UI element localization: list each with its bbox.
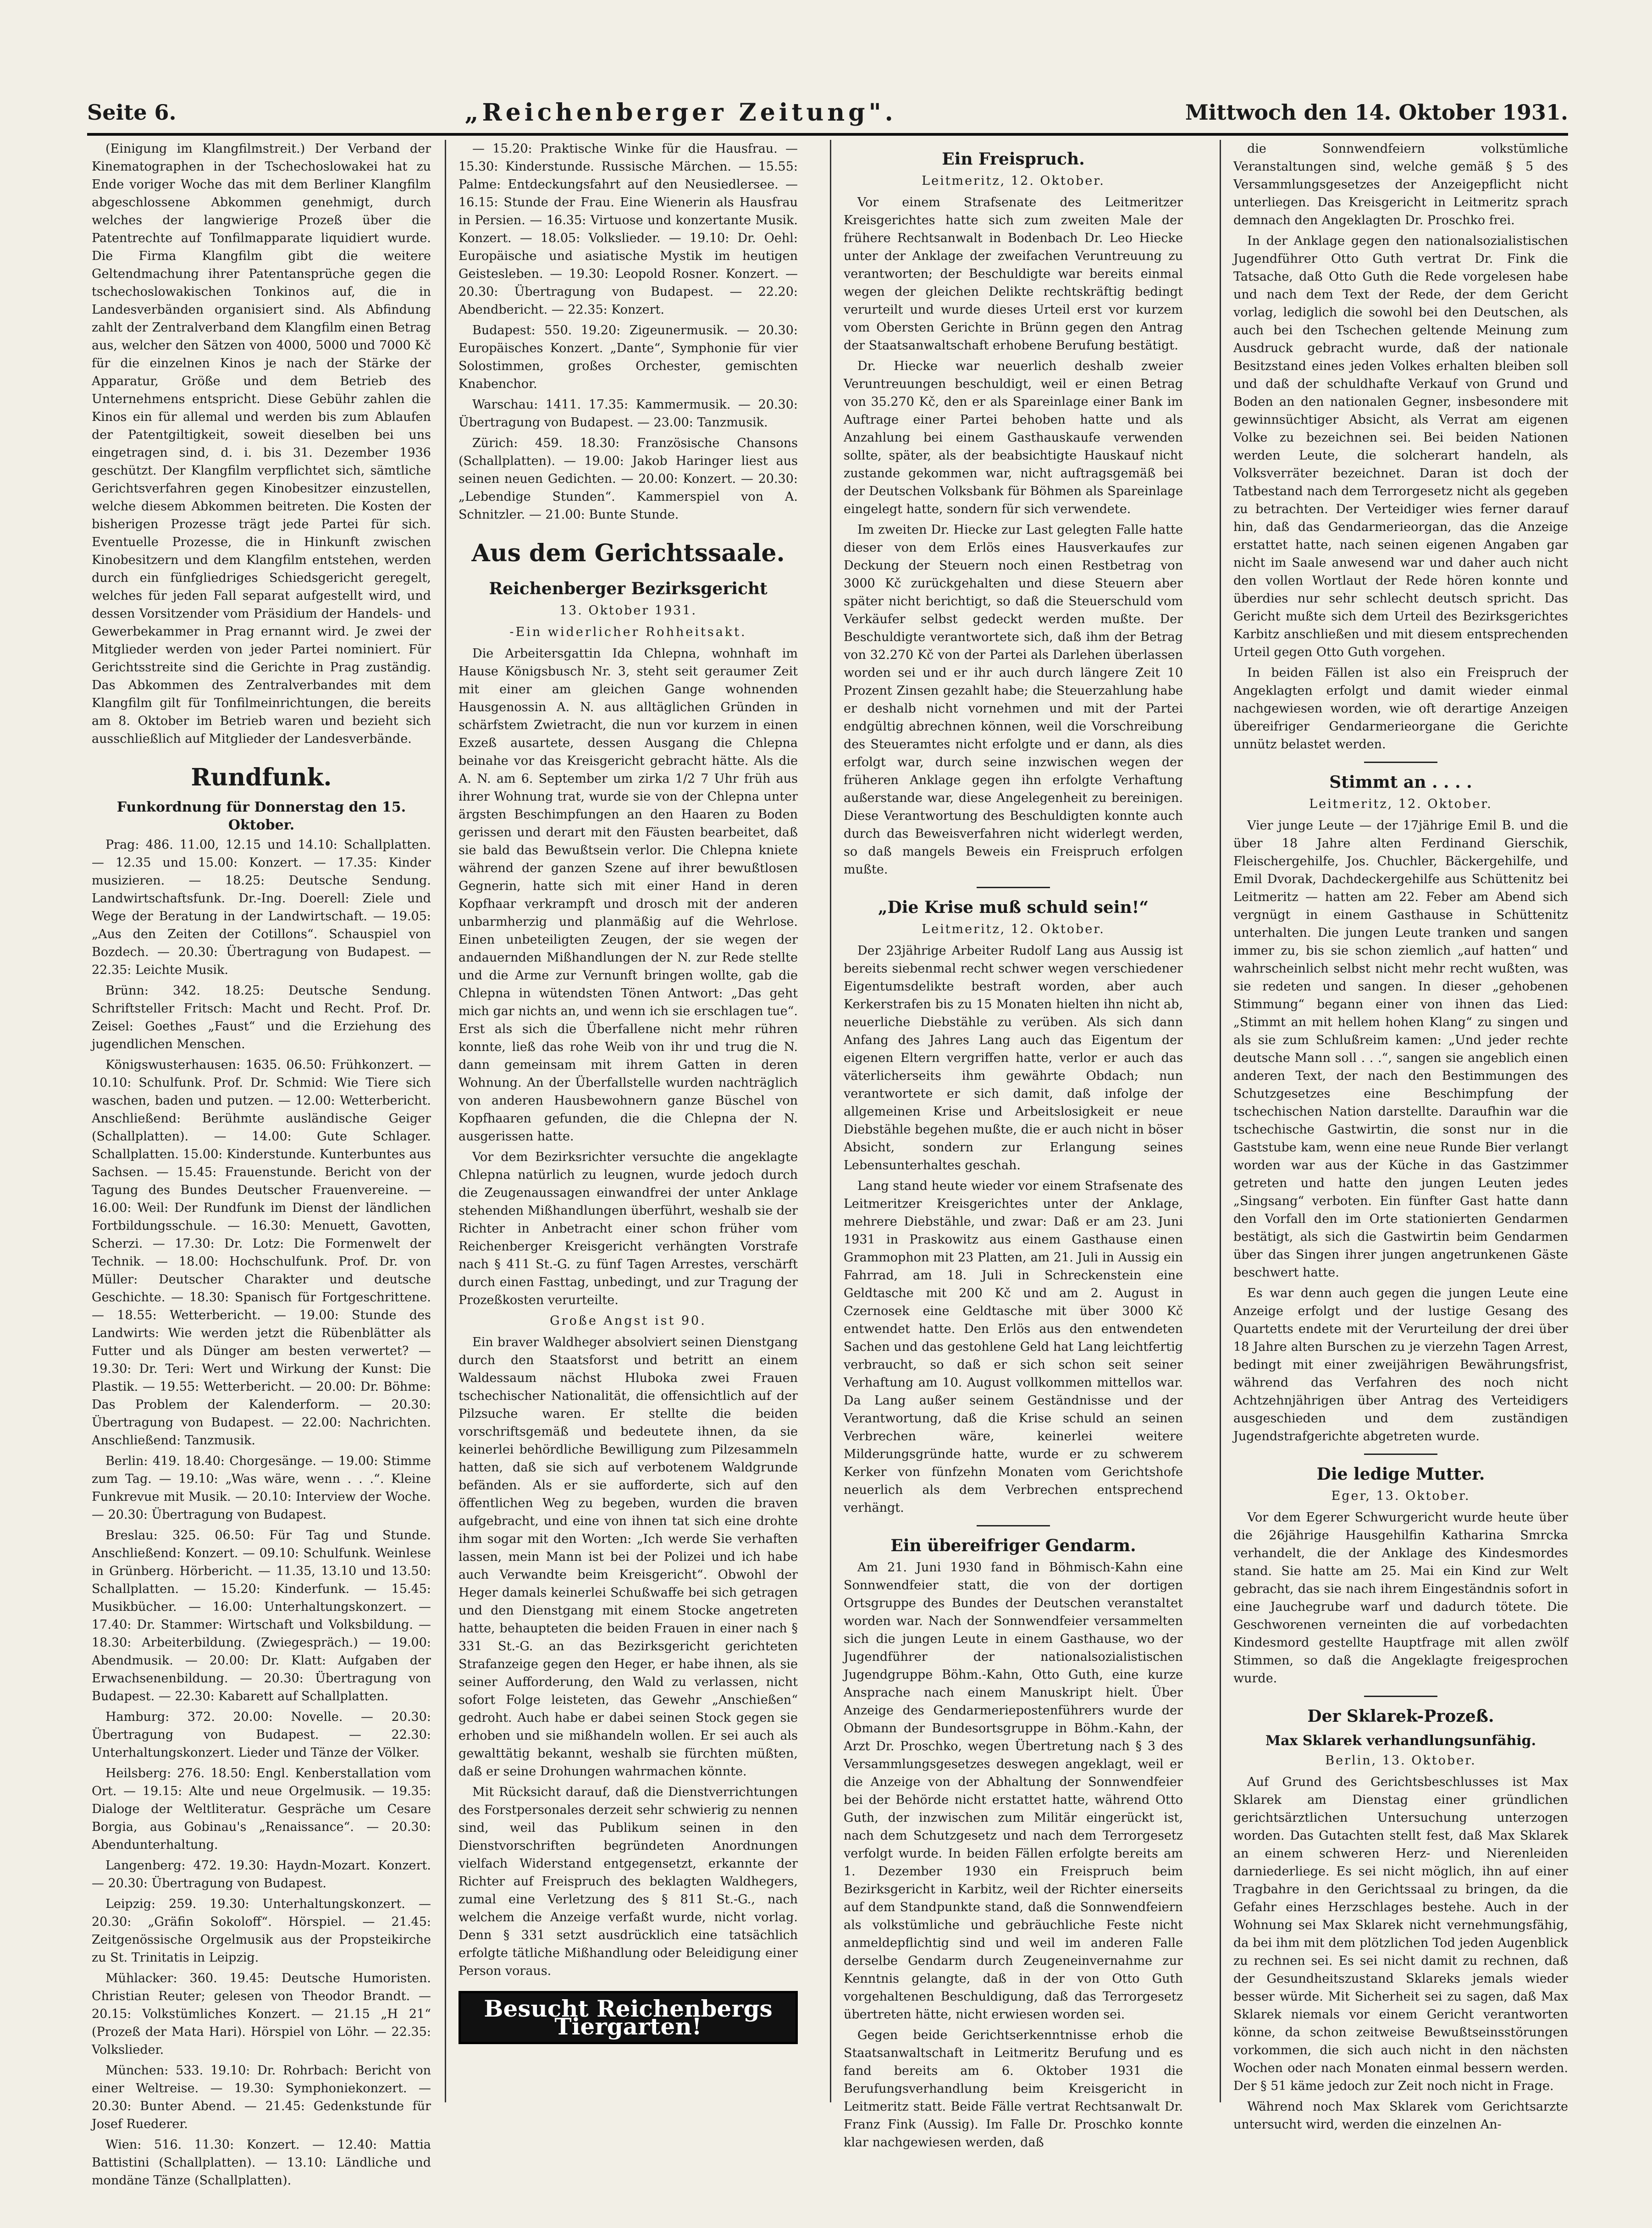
article-klangfilm: (Einigung im Klangfilmstreit.) Der Verband der Kinematographen in der Tschechoslowakei hat zu Ende voriger Woche das mit dem Berliner Klangfilm abgeschlossene Abkommen genehmigt, durch welches der langwierige Prozeß über die Patentrechte auf Tonfilmapparate liquidiert wurde. Die Firma Klangfilm gibt die weitere Geltendmachung ihrer Patentansprüche gegen die tschechoslowakischen Tonkinos auf, die in Landesverbänden organisiert sind. Als Abfindung zahlt der Zentralverband dem Klangfilm einen Betrag aus, welcher den Sätzen von 4000, 5000 und 7000 Kč für die einzelnen Kinos je nach der Stärke der Apparatur, Größe und dem Betrieb des Unternehmens entspricht. Diese Gebühr zahlen die Kinos ein für allemal und werden bis zum Ablaufen der Patentgiltigkeit, soweit dieselben bei uns eingetragen sind, d. i. bis 31. Dezember 1936 geschützt. Der Klangfilm verpflichtet sich, sämtliche Gerichtsverfahren gegen Kinobesitzer einzustellen, welche diesem Abkommen beitreten. Die Kosten der bisherigen Prozesse trägt jede Partei für sich. Eventuelle Prozesse, die in Hinkunft zwischen Kinobesitzern und dem Klangfilm entstehen, werden durch ein fünfgliedriges Schiedsgericht geregelt, welches für jeden Fall separat aufgestellt wird, und dessen Vorsitzender vom Präsidium der Handels- und Gewerbekammer in Prag ernannt wird. Je zwei der Mitglieder werden von jeder Partei nominiert. Für Gerichtsstreite sind die Gerichte in Prag zuständig. Das Abkommen des Zentralverbandes mit dem Klangfilm gilt für Tonfilmeinrichtungen, die bereits am 8. Oktober im Betrieb waren und bezieht sich ausschließlich auf Mitglieder der Landesverbände. xyxy=(92,142,431,746)
station-heilsberg: Heilsberg: 276. 18.50: Engl. Kenberstallation vom Ort. — 19.15: Alte und neue Orgelmusik. — 19.35: Dialoge der Weltliteratur. Gespräche um Cesare Borgia, aus Gobinau's „Renaissance“. — 20.30: Abendunterhaltung. xyxy=(92,1766,431,1852)
column-divider xyxy=(830,140,831,2102)
article-paragraph: Vier junge Leute — der 17jährige Emil B. und die über 18 Jahre alten Ferdinand Gierschik, Fleischergehilfe, Jos. Chuchler, Bäckergehilfe, und Emil Dvorak, Dachdeckergehilfe aus Schüttenitz bei Leitmeritz — hatten am 22. Feber am Abend sich vergnügt in einem Gasthause in Schüttenitz unterhalten. Die jungen Leute tranken und sangen immer zu, bis sie schon ziemlich „auf hatten“ und wahrscheinlich selbst nicht mehr recht wußten, was sie redeten und sangen. In dieser „gehobenen Stimmung“ begann einer von ihnen das Lied: „Stimmt an mit hellem hohen Klang“ zu singen und als sie zum Schlußreim kamen: „Und jeder rechte deutsche Mann soll . . .“, sangen sie angeblich einen anderen Text, der nach den Bestimmungen des Schutzgesetzes eine Beschimpfung der tschechischen Nation darstellte. Daraufhin war die tschechische Gastwirtin, die sonst nur in die Gaststube kam, wenn eine neue Runde Bier verlangt worden war aus der Küche in das Gastzimmer getreten und hatte den jungen Leuten jedes „Singsang“ verboten. Ein fünfter Gast hatte dann den Vorfall den im Orte stationierten Gendarmen bestätigt, als sich die Gastwirtin beim Gendarmen über das Singen ihrer jungen angetrunkenen Gäste beschwert hatte. xyxy=(1233,818,1568,1280)
article-paragraph: Dr. Hiecke war neuerlich deshalb zweier Veruntreuungen beschuldigt, weil er einen Betrag von 35.270 Kč, den er als Spareinlage einer Bank im Auftrage einer Partei behoben hatte und als Anzahlung bei einem Gasthauskaufe verwenden sollte, später, als der beabsichtigte Hauskauf nicht zustande gekommen war, nicht auftragsgemäß bei der Deutschen Volksbank für Böhmen als Spareinlage eingelegt hatte, sondern für sich verwendete. xyxy=(844,359,1183,516)
column-2 xyxy=(459,140,798,2102)
station-zuerich: Zürich: 459. 18.30: Französische Chansons (Schallplatten). — 19.00: Jakob Haringer liest aus seinen neuen Gedichten. — 20.00: Konzert. — 20.30: „Lebendige Stunden“. Kammerspiel von A. Schnitzler. — 21.00: Bunte Stunde. xyxy=(459,436,798,522)
article-paragraph: Vor einem Strafsenate des Leitmeritzer Kreisgerichtes hatte sich zum zweiten Male der frühere Rechtsanwalt in Bodenbach Dr. Leo Hiecke unter der Anklage der zweifachen Veruntreuung zu verantworten; der Beschuldigte war bereits einmal wegen der gleichen Delikte rechtskräftig bedingt verurteilt und wurde dieses Urteil erst vor kurzem vom Obersten Gerichte in Brünn gegen den Antrag der Staatsanwaltschaft erhobene Berufung bestätigt. xyxy=(844,195,1183,353)
station-bruenn: Brünn: 342. 18.25: Deutsche Sendung. Schriftsteller Fritsch: Macht und Recht. Prof. Dr. Zeisel: Goethes „Faust“ und die Erziehung des jugendlichen Menschen. xyxy=(92,984,431,1051)
article-paragraph: In der Anklage gegen den nationalsozialistischen Jugendführer Otto Guth vertrat Dr. Fink die Tatsache, daß Otto Guth die Rede vorgelesen habe und nach dem Text der Rede, der dem Gericht vorlag, lediglich die sowohl bei den Deutschen, als auch bei den Tschechen geltende Meinung zum Ausdruck gebracht wurde, daß der nationale Besitzstand eines jeden Volkes erhalten bleiben soll und daß der schuldhafte Verkauf von Grund und Boden an den nationalen Gegner, insbesondere mit gewinnsüchtiger Absicht, als Verrat am eigenen Volke zu bezeichnen sei. Bei beiden Nationen werden Leute, die solcherart handeln, als Volksverräter bezeichnet. Daran ist doch der Tatbestand nach dem Terrorgesetz nicht als gegeben zu betrachten. Der Verteidiger wies ferner darauf hin, daß das Gendarmerieorgan, das die Anzeige erstattet hatte, nach seinen eigenen Angaben gar nicht im Saale anwesend war und daher auch nicht den vollen Wortlaut der Rede hören konnte und überdies nur sehr schlecht deutsch spricht. Das Gericht mußte sich dem Urteil des Bezirksgerichtes Karbitz anschließen und mit diesem entsprechenden Urteil gegen Otto Guth vorgehen. xyxy=(1233,234,1568,659)
court-heading: Reichenberger Bezirksgericht xyxy=(489,579,768,598)
article-title: Große Angst ist 90. xyxy=(550,1314,707,1328)
article-heading: Die ledige Mutter. xyxy=(1316,1465,1485,1484)
page-header xyxy=(87,96,1568,128)
newspaper-title: „Reichenberger Zeitung". xyxy=(464,98,897,127)
article-paragraph: Vor dem Egerer Schwurgericht wurde heute über die 26jährige Hausgehilfin Katharina Smrcka verhandelt, die der Anklage des Kindesmordes stand. Sie hatte am 25. Mai ein Kind zur Welt gebracht, das sie nach ihrem Eingeständnis sofort in eine Jauchegrube warf und dadurch tötete. Die Geschworenen verneinten die auf vorbedachten Kindesmord gestellte Hauptfrage mit allen zwölf Stimmen, so daß die Angeklagte freigesprochen wurde. xyxy=(1233,1510,1568,1686)
program-subheading: Funkordnung für Donnerstag den 15. Oktober. xyxy=(116,799,406,833)
divider xyxy=(1364,1454,1437,1455)
article-heading: Der Sklarek-Prozeß. xyxy=(1307,1707,1494,1726)
article-heading: Ein Freispruch. xyxy=(942,149,1085,169)
station-berlin: Berlin: 419. 18.40: Chorgesänge. — 19.00: Stimme zum Tag. — 19.10: „Was wäre, wenn . . .“. Kleine Funkrevue mit Musik. — 20.10: Interview der Woche. — 20.30: Übertragung von Budapest. xyxy=(92,1454,431,1522)
station-koenigswusterhausen: Königswusterhausen: 1635. 06.50: Frühkonzert. — 10.10: Schulfunk. Prof. Dr. Schmid: Wie Tiere sich waschen, baden und putzen. — 12.00: Wetterbericht. Anschließend: Berühmte ausländische Geiger (Schallplatten). — 14.00: Gute Schlager. Schallplatten. 15.00: Kinderstunde. Kunterbuntes aus Sachsen. — 15.45: Frauenstunde. Bericht von der Tagung des Bundes Deutscher Frauenvereine. — 16.00: Weil: Der Rundfunk im Dienst der ländlichen Fortbildungsschule. — 16.30: Menuett, Gavotten, Scherzi. — 17.30: Dr. Lotz: Die Formenwelt der Technik. — 18.00: Hochschulfunk. Prof. Dr. von Müller: Deutscher Charakter und deutsche Geschichte. — 18.30: Spanisch für Fortgeschrittene. — 18.55: Wetterbericht. — 19.00: Stunde des Landwirts: Wie werden jetzt die Rübenblätter als Futter und als Dünger am besten verwertet? — 19.30: Dr. Teri: Wert und Wirkung der Kunst: Die Plastik. — 19.55: Wetterbericht. — 20.00: Dr. Böhme: Das Problem der Kalenderform. — 20.30: Übertragung von Budapest. — 22.00: Nachrichten. Anschließend: Tanzmusik. xyxy=(92,1058,431,1448)
dateline: 13. Oktober 1931. xyxy=(559,603,697,618)
station-langenberg: Langenberg: 472. 19.30: Haydn-Mozart. Konzert. — 20.30: Übertragung von Budapest. xyxy=(92,1858,431,1891)
station-muehlacker: Mühlacker: 360. 19.45: Deutsche Humoristen. Christian Reuter; gelesen von Theodor Brandt. — 20.15: Volkstümliches Konzert. — 21.15 „H 21“ (Prozeß der Mata Hari). Hörspiel von Löhr. — 22.35: Volkslieder. xyxy=(92,1971,431,2057)
article-paragraph: Gegen beide Gerichtserkenntnisse erhob die Staatsanwaltschaft in Leitmeritz Berufung und es fand bereits am 6. Oktober 1931 die Berufungsverhandlung beim Kreisgericht in Leitmeritz statt. Beide Fälle vertrat Rechtsanwalt Dr. Franz Fink (Aussig). Im Falle Dr. Proschko konnte klar nachgewiesen werden, daß xyxy=(844,2028,1183,2150)
divider xyxy=(977,887,1050,888)
article-heading: Stimmt an . . . . xyxy=(1329,773,1472,792)
header-rule xyxy=(87,133,1568,136)
article-paragraph: Während noch Max Sklarek vom Gerichtsarzte untersucht wird, werden die einzelnen An- xyxy=(1233,2100,1568,2132)
divider xyxy=(977,1525,1050,1526)
section-heading-gericht: Aus dem Gerichtssaale. xyxy=(471,539,785,567)
article-paragraph: Ein braver Waldheger absolviert seinen Dienstgang durch den Staatsforst und betritt an einem Waldessaum nächst Hluboka zwei Frauen tschechischer Nationalität, die offensichtlich auf der Pilzsuche waren. Er stellte die beiden vorschriftsgemäß und bedeutete ihnen, da sie keinerlei behördliche Bewilligung zum Pilzesammeln hatten, daß sie sich auf verbotenem Waldgrunde befänden. Als er sie aufforderte, sich auf den öffentlichen Weg zu begeben, wurden die braven aufgebracht, und eine von ihnen tat sich eine drohte ihm sogar mit den Worten: „Ich werde Sie verhaften lassen, mein Mann ist bei der Polizei und ich habe auch Verwandte beim Kreisgericht“. Obwohl der Heger damals keinerlei Schußwaffe bei sich getragen und den Dienstgang mit einem Stocke angetreten hatte, behaupteten die beiden Frauen in einer nach § 331 St.-G. an das Bezirksgericht gerichteten Strafanzeige gegen den Heger, er habe ihnen, als sie seiner Aufforderung, den Wald zu verlassen, nicht sofort Folge leisteten, das Gewehr „Anschießen“ gedroht. Auch habe er dabei seinen Stock gegen sie erhoben und sie mißhandeln wollen. Er sei auch als gewalttätig bekannt, weshalb sie fürchten müßten, daß er seine Drohungen wahrmachen könnte. xyxy=(459,1335,798,1779)
station-leipzig: Leipzig: 259. 19.30: Unterhaltungskonzert. — 20.30: „Gräfin Sokoloff“. Hörspiel. — 21.45: Zeitgenössische Orgelmusik aus der Propsteikirche zu St. Trinitatis in Leipzig. xyxy=(92,1897,431,1965)
article-subheading: Max Sklarek verhandlungsunfähig. xyxy=(1265,1733,1536,1749)
column-4 xyxy=(1233,140,1568,2132)
article-paragraph: die Sonnwendfeiern volkstümliche Veranstaltungen sind, welche gemäß § 5 des Versammlungsgesetzes der Anzeigepflicht nicht unterliegen. Das Kreisgericht in Leitmeritz sprach demnach den Angeklagten Dr. Proschko frei. xyxy=(1233,142,1568,227)
station-warschau: Warschau: 1411. 17.35: Kammermusik. — 20.30: Übertragung von Budapest. — 23.00: Tanzmusik. xyxy=(459,398,798,430)
divider xyxy=(1364,1696,1437,1697)
section-heading-rundfunk: Rundfunk. xyxy=(191,763,332,791)
station-budapest: Budapest: 550. 19.20: Zigeunermusik. — 20.30: Europäisches Konzert. „Dante“, Symphonie für vier Solostimmen, großes Orchester, gemischten Knabenchor. xyxy=(459,323,798,391)
dateline: Leitmeritz, 12. Oktober. xyxy=(922,922,1105,936)
article-paragraph: Am 21. Juni 1930 fand in Böhmisch-Kahn eine Sonnwendfeier statt, die von der dortigen Ortsgruppe des Bundes der Deutschen veranstaltet worden war. Nach der Sonnwendfeier versammelten sich die jungen Leute in einem Gasthause, wo der Jugendführer der nationalsozialistischen Jugendgruppe Böhm.-Kahn, Otto Guth, eine kurze Ansprache nach einem Manuskript hielt. Über Anzeige des Gendarmeriepostenführers wurde der Obmann der Bundesortsgruppe in Böhm.-Kahn, der Arzt Dr. Proschko, wegen Übertretung nach § 3 des Versammlungsgesetzes deswegen angeklagt, weil er die Anzeige von der Abhaltung der Sonnwendfeier bei der Behörde nicht erstattet hatte, während Otto Guth, der inzwischen zum Militär eingerückt ist, nach dem Schutzgesetz und nach dem Terrorgesetz verfolgt wurde. In beiden Fällen erfolgte bereits am 1. Dezember 1930 ein Freispruch beim Bezirksgericht in Karbitz, weil der Richter einerseits auf dem Standpunkte stand, daß die Sonnwendfeiern als volkstümliche und gebräuchliche Feste nicht anmeldepflichtig sind und weil im anderen Falle derselbe Gendarm durch Zeugeneinvernahme zur Kenntnis gelangte, daß in der von Otto Guth vorgehaltenen Beschuldigung, daß das Terrorgesetz übertreten hätte, nicht erwiesen worden sei. xyxy=(844,1560,1183,2022)
page-number: Seite 6. xyxy=(87,100,177,125)
column-1 xyxy=(92,140,431,2188)
issue-date: Mittwoch den 14. Oktober 1931. xyxy=(1185,100,1568,125)
dateline: Berlin, 13. Oktober. xyxy=(1325,1753,1476,1768)
article-paragraph: Es war denn auch gegen die jungen Leute eine Anzeige erfolgt und der lustige Gesang des Quartetts endete mit der Verurteilung der drei über 18 Jahre alten Burschen zu je vierzehn Tagen Arrest, bedingt mit einer zweijährigen Bewährungsfrist, während das Verfahren des noch nicht Achtzehnjährigen über Antrag des Verteidigers ausgeschieden und dem zuständigen Jugendstrafgerichte abgetreten wurde. xyxy=(1233,1286,1568,1443)
divider xyxy=(1364,762,1437,763)
station-hamburg: Hamburg: 372. 20.00: Novelle. — 20.30: Übertragung von Budapest. — 22.30: Unterhaltungskonzert. Lieder und Tänze der Völker. xyxy=(92,1710,431,1760)
article-paragraph: Mit Rücksicht darauf, daß die Dienstverrichtungen des Forstpersonales derzeit sehr schwierig zu nennen sind, weil das Publikum seinen in den Dienstvorschriften begründeten Anordnungen vielfach Widerstand entgegensetzt, erkannte der Richter auf Freispruch des beklagten Waldhegers, zumal eine Verletzung des § 811 St.-G., nach welchem die Anzeige verfaßt wurde, nicht vorlag. Denn § 331 setzt ausdrücklich eine tatsächlich erfolgte tätliche Mißhandlung oder Beleidigung einer Person voraus. xyxy=(459,1785,798,1978)
article-paragraph: Auf Grund des Gerichtsbeschlusses ist Max Sklarek am Dienstag einer gründlichen gerichtsärztlichen Untersuchung unterzogen worden. Das Gutachten stellt fest, daß Max Sklarek an einem schweren Herz- und Nierenleiden darniederliege. Es sei nicht möglich, ihn auf einer Tragbahre in den Gerichtssaal zu bringen, da die Gefahr eines Herzschlages bestehe. Auch in der Wohnung sei Max Sklarek nicht vernehmungsfähig, da bei ihm mit dem plötzlichen Tod jeden Augenblick zu rechnen sei. Es sei nicht damit zu rechnen, daß der Gesundheitszustand Sklareks jemals wieder besser würde. Mit Sicherheit sei zu sagen, daß Max Sklarek niemals vor einem Gericht verantworten könne, da schon zeitweise Bewußtseinsstörungen vorkommen, die sich auch nicht in den nächsten Wochen oder nach Monaten einmal bessern werden. Der § 51 käme jedoch zur Zeit noch nicht in Frage. xyxy=(1233,1775,1568,2093)
article-paragraph: Der 23jährige Arbeiter Rudolf Lang aus Aussig ist bereits siebenmal recht schwer wegen verschiedener Eigentumsdelikte bestraft worden, aber auch Kerkerstrafen bis zu 15 Monaten hielten ihn nicht ab, neuerliche Diebstähle zu verüben. Als sich dann Anfang des Jahres Lang auch das Eigentum der eigenen Eltern vergriffen hatte, verlor er auch das väterlicherseits ihm gewährte Obdach; nun verantwortete er sich damit, daß infolge der allgemeinen Krise und Arbeitslosigkeit er neue Diebstähle begehen mußte, die er auch nicht in böser Absicht, sondern zur Erlangung seines Lebensunterhaltes geschah. xyxy=(844,944,1183,1172)
station-wien: Wien: 516. 11.30: Konzert. — 12.40: Mattia Battistini (Schallplatten). — 13.10: Ländliche und mondäne Tänze (Schallplatten). xyxy=(92,2138,431,2188)
article-heading: Ein übereifriger Gendarm. xyxy=(890,1536,1136,1555)
article-title: -Ein widerlicher Rohheitsakt. xyxy=(509,625,747,639)
column-3 xyxy=(844,140,1183,2150)
article-paragraph: Vor dem Bezirksrichter versuchte die angeklagte Chlepna natürlich zu leugnen, wurde jedoch durch die Zeugenaussagen einwandfrei der unter Anklage stehenden Mißhandlungen überführt, weshalb sie der Richter in Anbetracht einer schon früher vom Reichenberger Kreisgericht verhängten Vorstrafe nach § 411 St.-G. zu fünf Tagen Arrestes, verschärft durch einen Fasttag, unbedingt, und zur Tragung der Prozeßkosten verurteilte. xyxy=(459,1150,798,1307)
article-paragraph: Lang stand heute wieder vor einem Strafsenate des Leitmeritzer Kreisgerichtes unter der Anklage, mehrere Diebstähle, und zwar: Daß er am 23. Juni 1931 in Praskowitz aus einem Gasthause einen Grammophon mit 23 Platten, am 21. Juli in Aussig ein Fahrrad, am 18. Juli in Schreckenstein eine Geldtasche mit 200 Kč und am 2. August in Czernosek eine Geldtasche mit über 3000 Kč entwendet hatte. Den Erlös aus den entwendeten Sachen und das gestohlene Geld hat Lang leichtfertig verbraucht, so daß er sich schon seit seiner Verhaftung am 10. August vollkommen mittellos war. Da Lang außer seinem Geständnisse und der Verantwortung, daß die Krise schuld an seinen Verbrechen wäre, keinerlei weitere Milderungsgründe hatte, wurde er zu schwerem Kerker von fünfzehn Monaten vom Gerichtshofe neuerlich als dem Verbrechen entsprechend verhängt. xyxy=(844,1179,1183,1515)
station-muenchen: München: 533. 19.10: Dr. Rohrbach: Bericht von einer Weltreise. — 19.30: Symphoniekonzert. — 20.30: Bunter Abend. — 21.45: Gedenkstunde für Josef Ruederer. xyxy=(92,2063,431,2131)
dateline: Leitmeritz, 12. Oktober. xyxy=(1309,797,1492,811)
station-breslau: Breslau: 325. 06.50: Für Tag und Stunde. Anschließend: Konzert. — 09.10: Schulfunk. Weinlese in Grünberg. Hörbericht. — 11.35, 13.10 und 13.50: Schallplatten. — 15.20: Kinderfunk. — 15.45: Musikbücher. — 16.00: Unterhaltungskonzert. — 17.40: Dr. Stammer: Wirtschaft und Volksbildung. — 18.30: Arbeiterbildung. (Zwiegespräch.) — 19.00: Abendmusik. — 20.00: Dr. Klatt: Aufgaben der Erwachsenenbildung. — 20.30: Übertragung von Budapest. — 22.30: Kabarett auf Schallplatten. xyxy=(92,1528,431,1703)
dateline: Eger, 13. Oktober. xyxy=(1331,1489,1470,1503)
dateline: Leitmeritz, 12. Oktober. xyxy=(922,174,1105,188)
article-heading: „Die Krise muß schuld sein!“ xyxy=(878,898,1149,917)
article-paragraph: Im zweiten Dr. Hiecke zur Last gelegten Falle hatte dieser von dem Erlös eines Hausverkaufes zur Deckung der Steuern noch einen Restbetrag von 3000 Kč zurückgehalten und diese Steuern aber später nicht berichtigt, so daß die Steuerschuld vom Verkäufer selbst gedeckt werden mußte. Der Beschuldigte verantwortete sich, daß ihm der Betrag von 32.270 Kč von der Partei als Darlehen überlassen worden sei und er ihr auch durch längere Zeit 10 Prozent Zinsen gezahlt habe; die Steuerzahlung habe er deshalb nicht vornehmen und mit der Partei endgültig abrechnen können, weil die Vorschreibung des Steueramtes nicht erfolgte und er dann, als dies erfolgt war, durch seine inzwischen wegen der früheren Anklage gegen ihn erfolgte Verhaftung außerstande war, diese Angelegenheit zu bereinigen. Diese Verantwortung des Beschuldigten konnte auch durch das Beweisverfahren nicht widerlegt werden, so daß mangels Beweis ein Freispruch erfolgen mußte. xyxy=(844,523,1183,877)
column-divider xyxy=(445,140,446,2102)
station-prag: Prag: 486. 11.00, 12.15 und 14.10: Schallplatten. — 12.35 und 15.00: Konzert. — 17.35: Kinder musizieren. — 18.25: Deutsche Sendung. Landwirtschaftsfunk. Dr.-Ing. Doerell: Ziele und Wege der Beratung in der Landwirtschaft. — 19.05: „Aus den Zeiten der Cotillons“. Schauspiel von Bozdech. — 20.30: Übertragung von Budapest. — 22.35: Leichte Musik. xyxy=(92,838,431,977)
advertisement-tiergarten: Besucht Reichenbergs Tiergarten! xyxy=(459,1991,798,2044)
article-paragraph: In beiden Fällen ist also ein Freispruch der Angeklagten erfolgt und damit wieder einmal nachgewiesen worden, wie oft derartige Anzeigen übereifriger Gendarmerieorgane die Gerichte unnütz belastet werden. xyxy=(1233,666,1568,752)
column-divider xyxy=(1220,140,1221,2102)
article-paragraph: Die Arbeitersgattin Ida Chlepna, wohnhaft im Hause Königsbusch Nr. 3, steht seit geraumer Zeit mit einer am gleichen Gange wohnenden Hausgenossin A. N. aus alltäglichen Gründen in schärfstem Zwietracht, die nun vor kurzem in einen Exzeß ausartete, dessen Ausgang die Chlepna beinahe vor das Kreisgericht gebracht hätte. Als die A. N. am 6. September um zirka 1/2 7 Uhr früh aus ihrer Wohnung trat, wurde sie von der Chlepna unter ärgsten Beschimpfungen an den Haaren zu Boden gerissen und derart mit den Fäusten bearbeitet, daß sie bald das Bewußtsein verlor. Die Chlepna kniete während der ganzen Szene auf ihrer bewußtlosen Gegnerin, hatte sich mit einer Hand in deren Kopfhaar verkrampft und drosch mit der anderen unbarmherzig und planmäßig auf die Wehrlose. Einen unbeteiligten Zeugen, der sie wegen der andauernden Mißhandlungen der N. zur Rede stellte und die Arme zur Vernunft bringen wollte, gab die Chlepna in wütendsten Tönen Antwort: „Das geht mich gar nichts an, und wenn ich sie erschlagen tue“. Erst als sich die Überfallene nicht mehr rühren konnte, ließ das rohe Weib von ihr und trug die N. dann gemeinsam mit ihrem Gatten in deren Wohnung. An der Überfallstelle wurden nachträglich von anderen Hausbewohnern ganze Büschel von Kopfhaaren gefunden, die die Chlepna der N. ausgerissen hatte. xyxy=(459,647,798,1144)
station-wien-continued: — 15.20: Praktische Winke für die Hausfrau. — 15.30: Kinderstunde. Russische Märchen. — 15.55: Palme: Entdeckungsfahrt auf den Neusiedlersee. — 16.15: Stunde der Frau. Eine Wienerin als Hausfrau in Persien. — 16.35: Virtuose und konzertante Musik. Konzert. — 18.05: Volkslieder. — 19.10: Dr. Oehl: Europäische und asiatische Mystik im heutigen Geistesleben. — 19.30: Leopold Rosner. Konzert. — 20.30: Übertragung von Budapest. — 22.20: Abendbericht. — 22.35: Konzert. xyxy=(459,142,798,317)
